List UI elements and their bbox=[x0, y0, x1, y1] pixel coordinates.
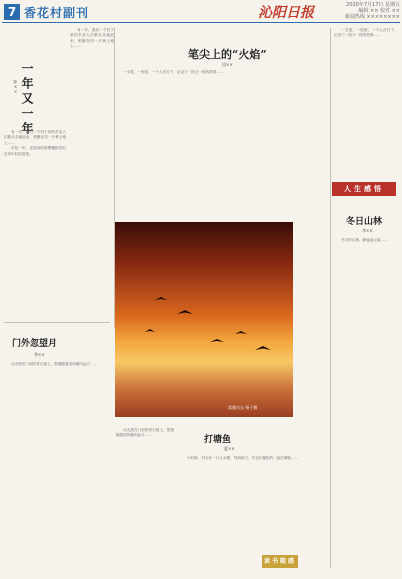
paragraph: 月光洒在门前的青石板上，思绪随着清风飘向远方…… bbox=[116, 428, 174, 438]
section-divider bbox=[4, 322, 110, 323]
article-title-3: 笔尖上的“火焰” bbox=[188, 48, 267, 61]
newspaper-logo: 沁阳日报 bbox=[258, 5, 314, 21]
article-author-5: 李×× bbox=[362, 228, 373, 233]
article-author-4: 夏×× bbox=[224, 446, 235, 451]
article-body-3b bbox=[334, 28, 398, 178]
section-title: 香花村副刊 bbox=[24, 6, 90, 20]
article-body-2 bbox=[4, 362, 110, 552]
article-body-1b bbox=[70, 28, 114, 328]
paragraph: 冬日的山林，静谧而辽阔…… bbox=[341, 238, 388, 242]
paragraph: 一支笔，一张纸，一个人在灯下，记录下一段又一段的故事…… bbox=[334, 28, 398, 38]
column-divider bbox=[330, 28, 331, 568]
article-title-5: 冬日山林 bbox=[346, 217, 383, 227]
life-insight-tag: 人生感悟 bbox=[332, 182, 396, 196]
issue-hotline: 新闻热线 ×××××××× bbox=[344, 14, 400, 20]
article-title-1: 一年又一年 bbox=[20, 62, 34, 137]
paragraph: 月光洒在门前的青石板上，思绪随着清风飘向远方…… bbox=[11, 362, 98, 366]
article-body-3 bbox=[116, 70, 328, 218]
header-rule bbox=[2, 22, 400, 23]
issue-editor: 编辑 ×× 校对 ×× bbox=[358, 8, 400, 14]
geese-silhouette-icon bbox=[115, 222, 293, 417]
photo-caption: 落雁归去 杨子摄 bbox=[228, 405, 258, 410]
paragraph: 有一年，我们一个村子里的乡亲人们都从各地赶来，相聚在同一片黄土地上…… bbox=[70, 28, 114, 49]
article-body-1 bbox=[4, 130, 66, 310]
article-body-2b bbox=[116, 428, 174, 552]
article-author-2: 李×× bbox=[34, 352, 45, 357]
paragraph: 有一年，我们一个村子里的乡亲人们都从各地赶来，相聚在同一片黄土地上…… bbox=[4, 130, 66, 145]
reading-tag: 读书随感 bbox=[262, 555, 298, 568]
paragraph: 一支笔，一张纸，一个人在灯下，记录下一段又一段的故事…… bbox=[123, 70, 224, 74]
article-body-5 bbox=[334, 238, 398, 568]
sunset-geese-photo bbox=[115, 222, 293, 417]
article-author-3: 段×× bbox=[222, 62, 233, 67]
paragraph: 小时候，村头有一口大水塘，每到秋天，乡亲们便相约一起打塘鱼…… bbox=[187, 456, 299, 460]
article-body-4 bbox=[180, 456, 332, 556]
article-title-2: 门外忽望月 bbox=[12, 339, 58, 349]
article-title-4: 打塘鱼 bbox=[204, 435, 232, 445]
issue-date: 2020年7月17日 星期五 bbox=[346, 2, 400, 8]
article-author-1: 李×× bbox=[13, 80, 18, 94]
issue-info bbox=[318, 2, 400, 20]
paragraph: 年复一年，老屋前的那棵槐树依旧在风中轻轻摇曳。 bbox=[4, 146, 66, 156]
page-number: 7 bbox=[4, 4, 20, 20]
page-header bbox=[0, 0, 402, 26]
